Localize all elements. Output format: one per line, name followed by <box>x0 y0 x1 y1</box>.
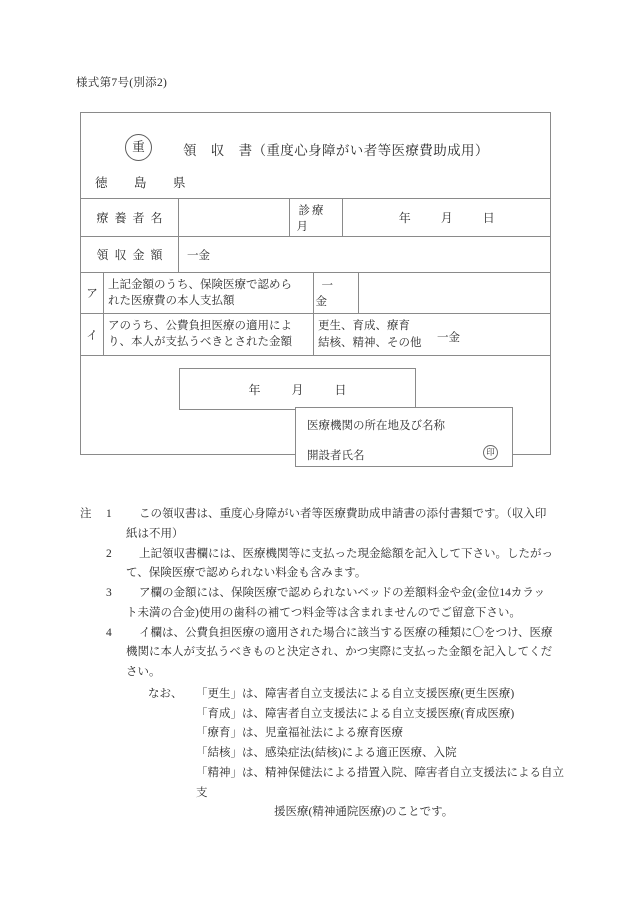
treatment-date-field[interactable] <box>342 199 550 236</box>
item-i-types[interactable] <box>313 314 550 355</box>
note-item-1 <box>80 505 570 545</box>
patient-name-label: 療養者名 <box>96 211 169 225</box>
definition-kekkaku-body: は、感染症法(結核)による適正医療、入院 <box>242 747 457 760</box>
note-1-body <box>126 505 570 545</box>
note-1-number: 1 <box>106 508 112 520</box>
notes-section <box>80 505 570 823</box>
item-i-types-line1: 更生、育成、療育 <box>318 320 410 333</box>
document-title <box>183 139 489 159</box>
definition-row-kekkaku <box>148 744 570 764</box>
note-4-line-2: 機関に本人が支払うべきものと決定され、かつ実際に支払った金額を記入してくだ <box>126 646 553 659</box>
document-title-paren: （重度心身障がい者等医療費助成用） <box>252 143 489 158</box>
founder-name-row <box>307 447 502 463</box>
institution-box <box>295 407 513 467</box>
definition-kousei-term: 「更生」 <box>196 687 242 700</box>
item-i-money-label: 一金 <box>437 332 460 345</box>
definition-seishin-text <box>196 764 570 823</box>
definition-kekkaku-text <box>196 744 570 764</box>
note-4-number: 4 <box>106 626 112 639</box>
note-2-line-2: て、保険医療で認められない料金も含みます。 <box>126 567 367 580</box>
note-4-body <box>126 624 570 683</box>
definition-kekkaku-term: 「結核」 <box>196 747 242 760</box>
note-3-head <box>80 584 126 604</box>
juu-stamp-icon: 重 <box>125 134 152 161</box>
definition-ryouiku-body: は、児童福祉法による療育医療 <box>242 727 403 740</box>
signature-year-label: 年 <box>248 382 261 397</box>
institution-address-label: 医療機関の所在地及び名称 <box>307 420 445 433</box>
note-1-line-2: 紙は不用） <box>126 527 184 540</box>
receipt-amount-field[interactable]: 一金 <box>178 237 550 272</box>
note-4-line-3: さい。 <box>126 666 161 679</box>
note-3-spacer <box>80 584 106 604</box>
definition-ryouiku-text <box>196 724 570 744</box>
note-4-spacer <box>80 624 106 644</box>
document-title-main: 領 収 書 <box>183 143 253 158</box>
definition-row-ryouiku <box>148 724 570 744</box>
month-label: 月 <box>440 211 453 225</box>
signature-date-box[interactable] <box>179 368 416 410</box>
note-3-body <box>126 584 570 624</box>
patient-row <box>81 198 550 236</box>
note-3-line-1: ア欄の金額には、保険医療で認められないベッドの差額料金や金(金位14カラッ <box>139 587 546 600</box>
definition-row-seishin <box>148 764 570 823</box>
item-i-mark: イ <box>86 329 98 342</box>
definition-seishin-continuation: 援医療(精神通院医療)のことです。 <box>274 806 454 819</box>
title-row <box>81 113 550 198</box>
note-4-line-1: イ欄は、公費負担医療の適用された場合に該当する医療の種類に〇をつけ、医療 <box>139 626 553 639</box>
definition-seishin-term: 「精神」 <box>196 766 242 779</box>
founder-name-label: 開設者氏名 <box>307 450 365 463</box>
item-a-money-label: 一 金 <box>313 273 358 313</box>
item-a-money-field[interactable] <box>358 273 550 313</box>
signature-day-label: 日 <box>334 382 347 397</box>
notes-label: 注 <box>80 508 92 520</box>
receipt-form-table <box>80 112 551 463</box>
day-label: 日 <box>482 211 495 225</box>
treatment-month-label: 診療月 <box>289 199 342 236</box>
signature-area <box>81 355 550 463</box>
item-i-description: アのうち、公費負担医療の適用によ り、本人が支払うべきとされた金額 <box>103 314 313 355</box>
receipt-amount-label: 領収金額 <box>96 248 169 262</box>
patient-name-field[interactable] <box>178 199 289 236</box>
item-i-types-line2: 結核、精神、その他 <box>318 336 422 349</box>
definition-ikusei-term: 「育成」 <box>196 707 242 720</box>
receipt-amount-row <box>81 236 550 272</box>
signature-month-label: 月 <box>291 382 304 397</box>
note-3-line-2: ト未満の合金)使用の歯科の補てつ料金等は含まれませんのでご留意下さい。 <box>126 606 521 619</box>
definitions-list <box>80 685 570 823</box>
definition-ikusei-body: は、障害者自立支援法による自立支援医療(育成医療) <box>242 707 515 720</box>
definition-ikusei-text <box>196 705 570 725</box>
item-a-description: 上記金額のうち、保険医療で認めら れた医療費の本人支払額 <box>103 273 313 313</box>
year-label: 年 <box>398 211 411 225</box>
note-2-body <box>126 545 570 585</box>
note-item-4 <box>80 624 570 683</box>
definition-row-kousei <box>148 685 570 705</box>
form-number: 様式第7号(別添2) <box>76 77 168 89</box>
note-item-3 <box>80 584 570 624</box>
note-1-head <box>80 505 126 525</box>
note-2-number: 2 <box>106 547 112 560</box>
definition-kousei-body: は、障害者自立支援法による自立支援医療(更生医療) <box>242 687 515 700</box>
note-2-spacer <box>80 545 106 565</box>
definition-seishin-body: は、精神保健法による措置入院、障害者自立支援法による自立支 <box>196 766 564 799</box>
item-row-i <box>81 313 550 355</box>
definition-ryouiku-term: 「療育」 <box>196 727 242 740</box>
item-a-mark: ア <box>86 288 98 301</box>
note-4-head <box>80 624 126 644</box>
note-1-line-1: この領収書は、重度心身障がい者等医療費助成申請書の添付書類です。（収入印 <box>139 508 547 520</box>
item-row-a <box>81 272 550 313</box>
definition-kousei-text <box>196 685 570 705</box>
prefecture-name: 徳 島 県 <box>95 176 193 190</box>
note-3-number: 3 <box>106 587 112 600</box>
seal-icon: 印 <box>483 445 498 460</box>
note-2-line-1: 上記領収書欄には、医療機関等に支払った現金総額を記入して下さい。したがっ <box>139 547 553 560</box>
note-item-2 <box>80 545 570 585</box>
definition-lead: なお、 <box>148 687 183 700</box>
note-2-head <box>80 545 126 565</box>
definition-row-ikusei <box>148 705 570 725</box>
